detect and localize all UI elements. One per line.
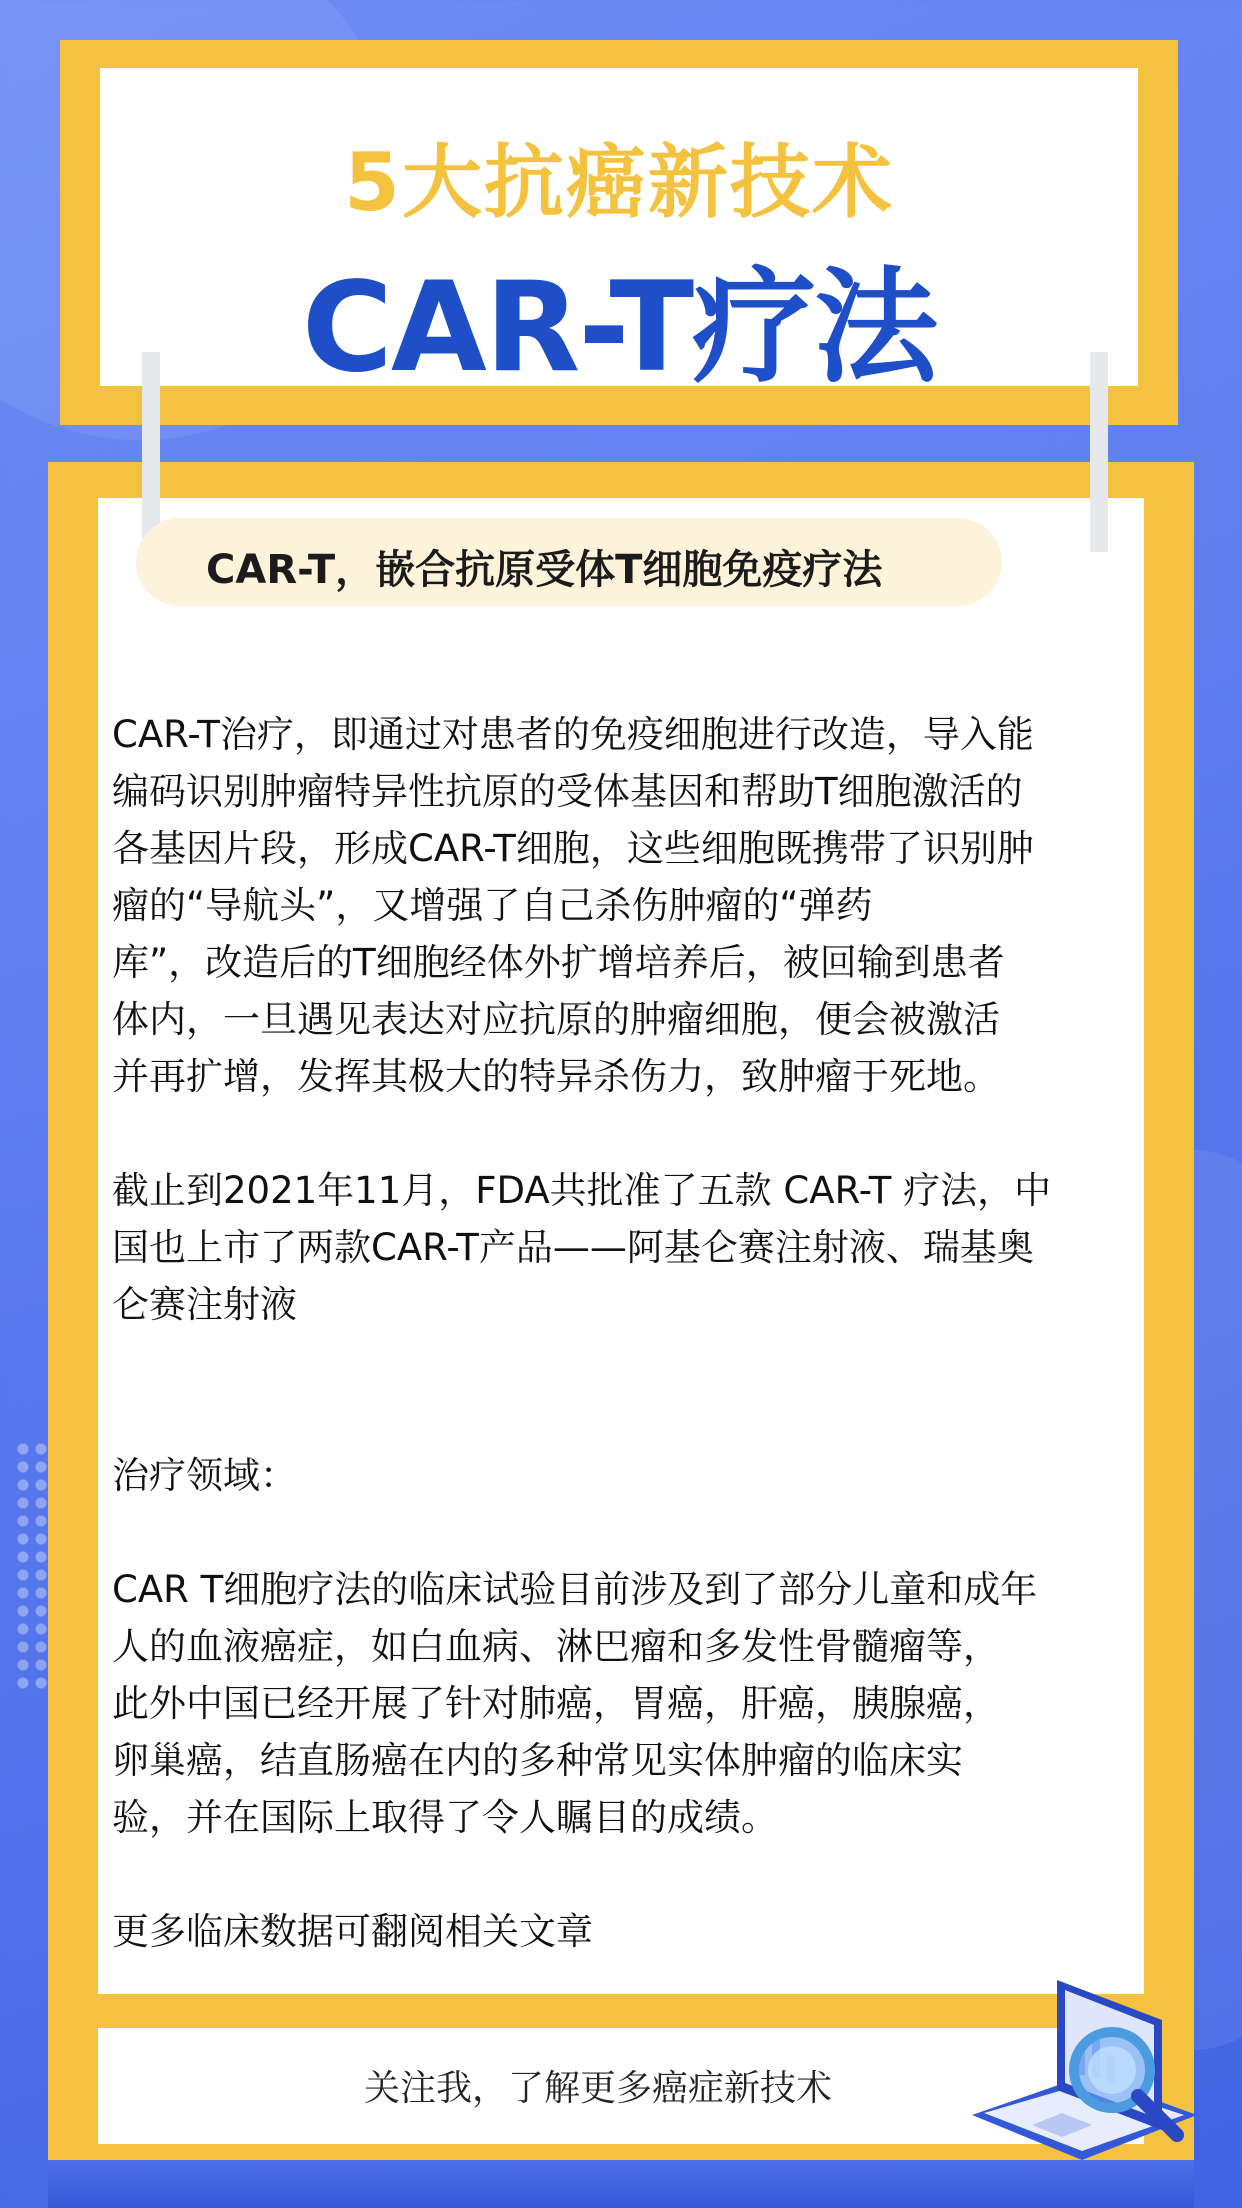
text-line: 库”，改造后的T细胞经体外扩增培养后，被回输到患者: [112, 941, 1005, 984]
text-line: 截止到2021年11月，FDA共批准了五款 CAR-T 疗法，中: [112, 1169, 1052, 1212]
text-line: 仑赛注射液: [112, 1283, 297, 1326]
text-line: 瘤的“导航头”，又增强了自己杀伤肿瘤的“弹药: [112, 884, 873, 927]
text-line: CAR T细胞疗法的临床试验目前涉及到了部分儿童和成年: [112, 1568, 1038, 1611]
text-line: 国也上市了两款CAR-T产品——阿基仑赛注射液、瑞基奥: [112, 1226, 1034, 1269]
article-content: [112, 706, 1128, 1960]
clip-left: [142, 352, 160, 552]
paragraph-approval: [112, 1162, 1128, 1333]
text-line: 并再扩增，发挥其极大的特异杀伤力，致肿瘤于死地。: [112, 1055, 1000, 1098]
text-line: 各基因片段，形成CAR-T细胞，这些细胞既携带了识别肿: [112, 827, 1034, 870]
paragraph-intro: [112, 706, 1128, 1105]
section-heading: CAR-T，嵌合抗原受体T细胞免疫疗法: [206, 547, 883, 593]
paragraph-more: 更多临床数据可翻阅相关文章: [112, 1910, 593, 1953]
text-line: CAR-T治疗，即通过对患者的免疫细胞进行改造，导入能: [112, 713, 1034, 756]
bottom-strip: [48, 2160, 1194, 2208]
text-line: 体内，一旦遇见表达对应抗原的肿瘤细胞，便会被激活: [112, 998, 1000, 1041]
text-line: 人的血液癌症，如白血病、淋巴瘤和多发性骨髓瘤等，: [112, 1625, 1000, 1668]
header-inner: [100, 68, 1138, 400]
text-line: 卵巢癌，结直肠癌在内的多种常见实体肿瘤的临床实: [112, 1739, 963, 1782]
header-subtitle: 5大抗癌新技术: [344, 136, 894, 229]
footer-text: 关注我，了解更多癌症新技术: [363, 2068, 832, 2109]
page-title: CAR-T疗法: [301, 256, 937, 400]
section-heading-pill: [136, 518, 1002, 606]
text-line: 此外中国已经开展了针对肺癌，胃癌，肝癌，胰腺癌，: [112, 1682, 1000, 1725]
text-line: 编码识别肿瘤特异性抗原的受体基因和帮助T细胞激活的: [112, 770, 1023, 813]
header-card: [60, 40, 1178, 425]
clip-right: [1090, 352, 1108, 552]
areas-heading: 治疗领域：: [112, 1454, 297, 1497]
text-line: 验，并在国际上取得了令人瞩目的成绩。: [112, 1796, 778, 1839]
laptop-magnifier-icon: [962, 1965, 1202, 2165]
paragraph-areas: [112, 1561, 1128, 1846]
